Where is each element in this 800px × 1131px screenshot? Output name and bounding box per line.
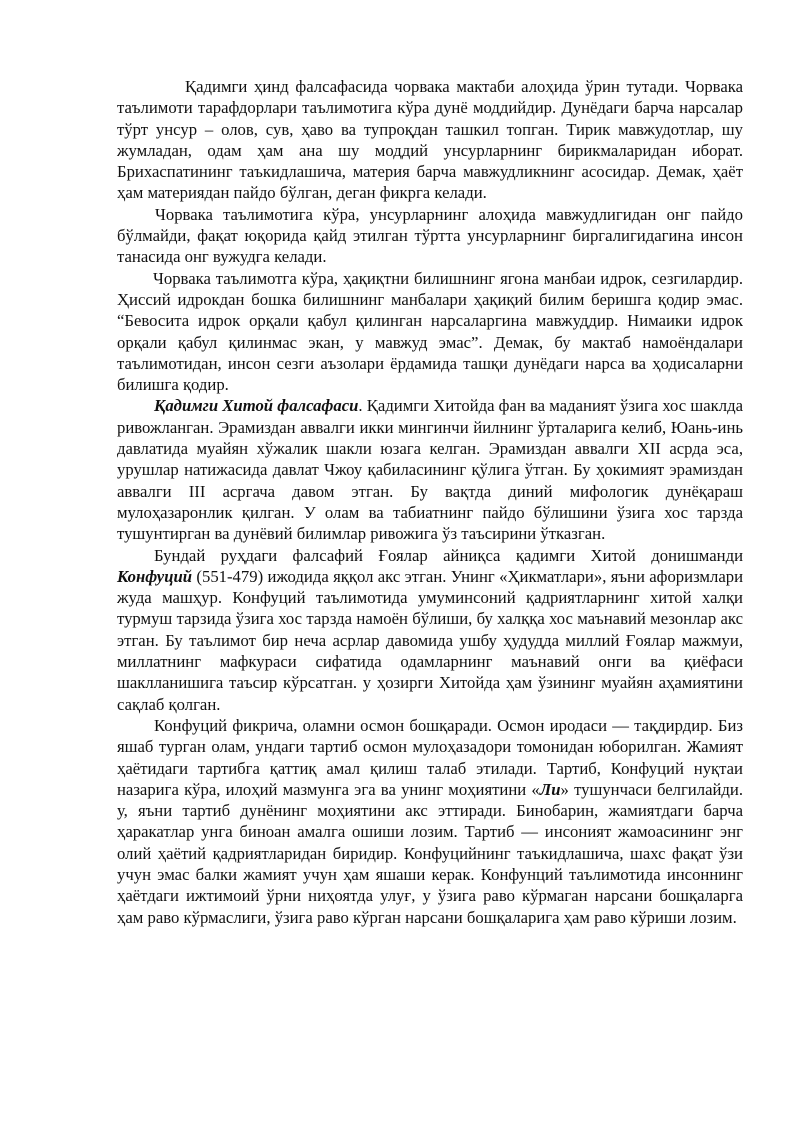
paragraph-text: Конфуций фикрича, оламни осмон бошқаради. Осмон иродаси — тақдирдир. Биз яшаб турган олам, ундаги тартиб осмон мулоҳазадори томонидан юборилган. Жамият ҳаётидаги тартибга қаттиқ амал қилиш талаб этилади. Тартиб, Конфуций нуқтаи назарига кўра, илоҳий мазмунга эга ва унинг моҳиятини « xyxy=(117,715,743,799)
emphasized-name-confucius: Конфуций xyxy=(117,566,193,586)
section-heading-ancient-chinese-philosophy: Қадимги Хитой фалсафаси xyxy=(154,396,359,416)
paragraph-ancient-china xyxy=(117,395,743,544)
paragraph-text: (551-479) ижодида яққол акс этган. Унинг «Ҳикматлари», яъни афоризмлари жуда машҳур. Конфуций таълимотида умуминсоний қадриятларнинг хитой халқи турмуш тарзида ўзига хос тарзда намоён бўлиши, бу халққа хос маънавий мезонлар акс этган. Бу таълимот бир неча асрлар давомида ушбу ҳудудда миллий Ғоялар мажмуи, миллатнинг мафкураси сифатида одамларнинг маънавий онги ва қиёфаси шаклланишига таъсир кўрсатган. у ҳозирги Хитойда ҳам ўзининг муайян аҳамиятини сақлаб қолган. xyxy=(117,566,743,714)
paragraph-text: » тушунчаси белгилайди. у, яъни тартиб дунёнинг моҳиятини акс эттиради. Бинобарин, жамиятдаги барча ҳаракатлар унга биноан амалга ошиши лозим. Тартиб — инсоният жамоасининг энг олий ҳаётий қадриятларидан биридир. Конфуцийнинг таъкидлашича, шахс фақат ўзи учун эмас балки жамият учун ҳам яшаши керак. Конфунций таълимотида инсоннинг ҳаётдаги ижтимоий ўрни ниҳоятда улуғ, у ўзига раво кўрмаган нарсани бошқаларга ҳам раво кўрмаслиги, ўзига раво кўрган нарсани бошқаларига ҳам раво кўриши лозим. xyxy=(117,779,743,927)
paragraph-text: Чорвака таълимотига кўра, унсурларнинг алоҳида мавжудлигидан онг пайдо бўлмайди, фақат юқорида қайд этилган тўртта унсурларнинг биргалигидагина инсон танасида онг вужудга келади. xyxy=(117,204,743,267)
paragraph-charvaka-consciousness xyxy=(117,204,743,268)
emphasized-term-li: Ли xyxy=(539,779,561,799)
paragraph-confucius-order xyxy=(117,715,743,928)
paragraph-charvaka-intro xyxy=(117,76,743,204)
paragraph-text: Чорвака таълимотга кўра, ҳақиқтни билишнинг ягона манбаи идрок, сезгилардир. Ҳиссий идрокдан бошка билишнинг манбалари ҳақиқий билим беришга қодир эмас. “Бевосита идрок орқали қабул қилинган нарсаларгина мавжуддир. Нимаики идрок орқали қабул қилинмас экан, у мавжуд эмас”. Демак, бу мактаб намоёндалари таълимотидан, инсон сезги аъзолари ёрдамида ташқи дунёдаги нарса ва ҳодисаларни билишга қодир. xyxy=(117,268,743,395)
paragraph-text: . Қадимги Хитойда фан ва маданият ўзига хос шаклда ривожланган. Эрамиздан аввалги икки мингинчи йилнинг ўрталарига келиб, Юань-инь давлатида муайян хўжалик шакли юзага келган. Эрамиздан аввалги XII асрда эса, урушлар натижасида давлат Чжоу қабиласининг қўлига ўтган. Бу ҳокимият эрамиздан аввалги III асргача давом этган. Бу вақтда диний мифологик дунёқараш мулоҳазаронлик қилган. У олам ва табиатнинг пайдо бўлишини ўзига хос тарзда тушунтирган ва дунёвий билимлар ривожига ўз таъсирини ўтказган. xyxy=(117,396,743,544)
paragraph-confucius xyxy=(117,545,743,715)
paragraph-text: Қадимги ҳинд фалсафасида чорвака мактаби алоҳида ўрин тутади. Чорвака таълимоти тарафдорлари таълимотига кўра дунё моддийдир. Дунёдаги барча нарсалар тўрт унсур – олов, сув, ҳаво ва тупроқдан ташкил топган. Тирик мавжудотлар, шу жумладан, одам ҳам ана шу моддий унсурларнинг бирикмаларидан иборат. Брихаспатининг таъкидлашича, материя барча мавжудликнинг асосидар. Демак, ҳаёт ҳам материядан пайдо бўлган, деган фикрга келади. xyxy=(117,77,743,203)
paragraph-charvaka-perception xyxy=(117,268,743,396)
paragraph-text: Бундай руҳдаги фалсафий Ғоялар айниқса қадимги Хитой донишманди xyxy=(154,545,743,565)
document-page xyxy=(117,76,743,928)
